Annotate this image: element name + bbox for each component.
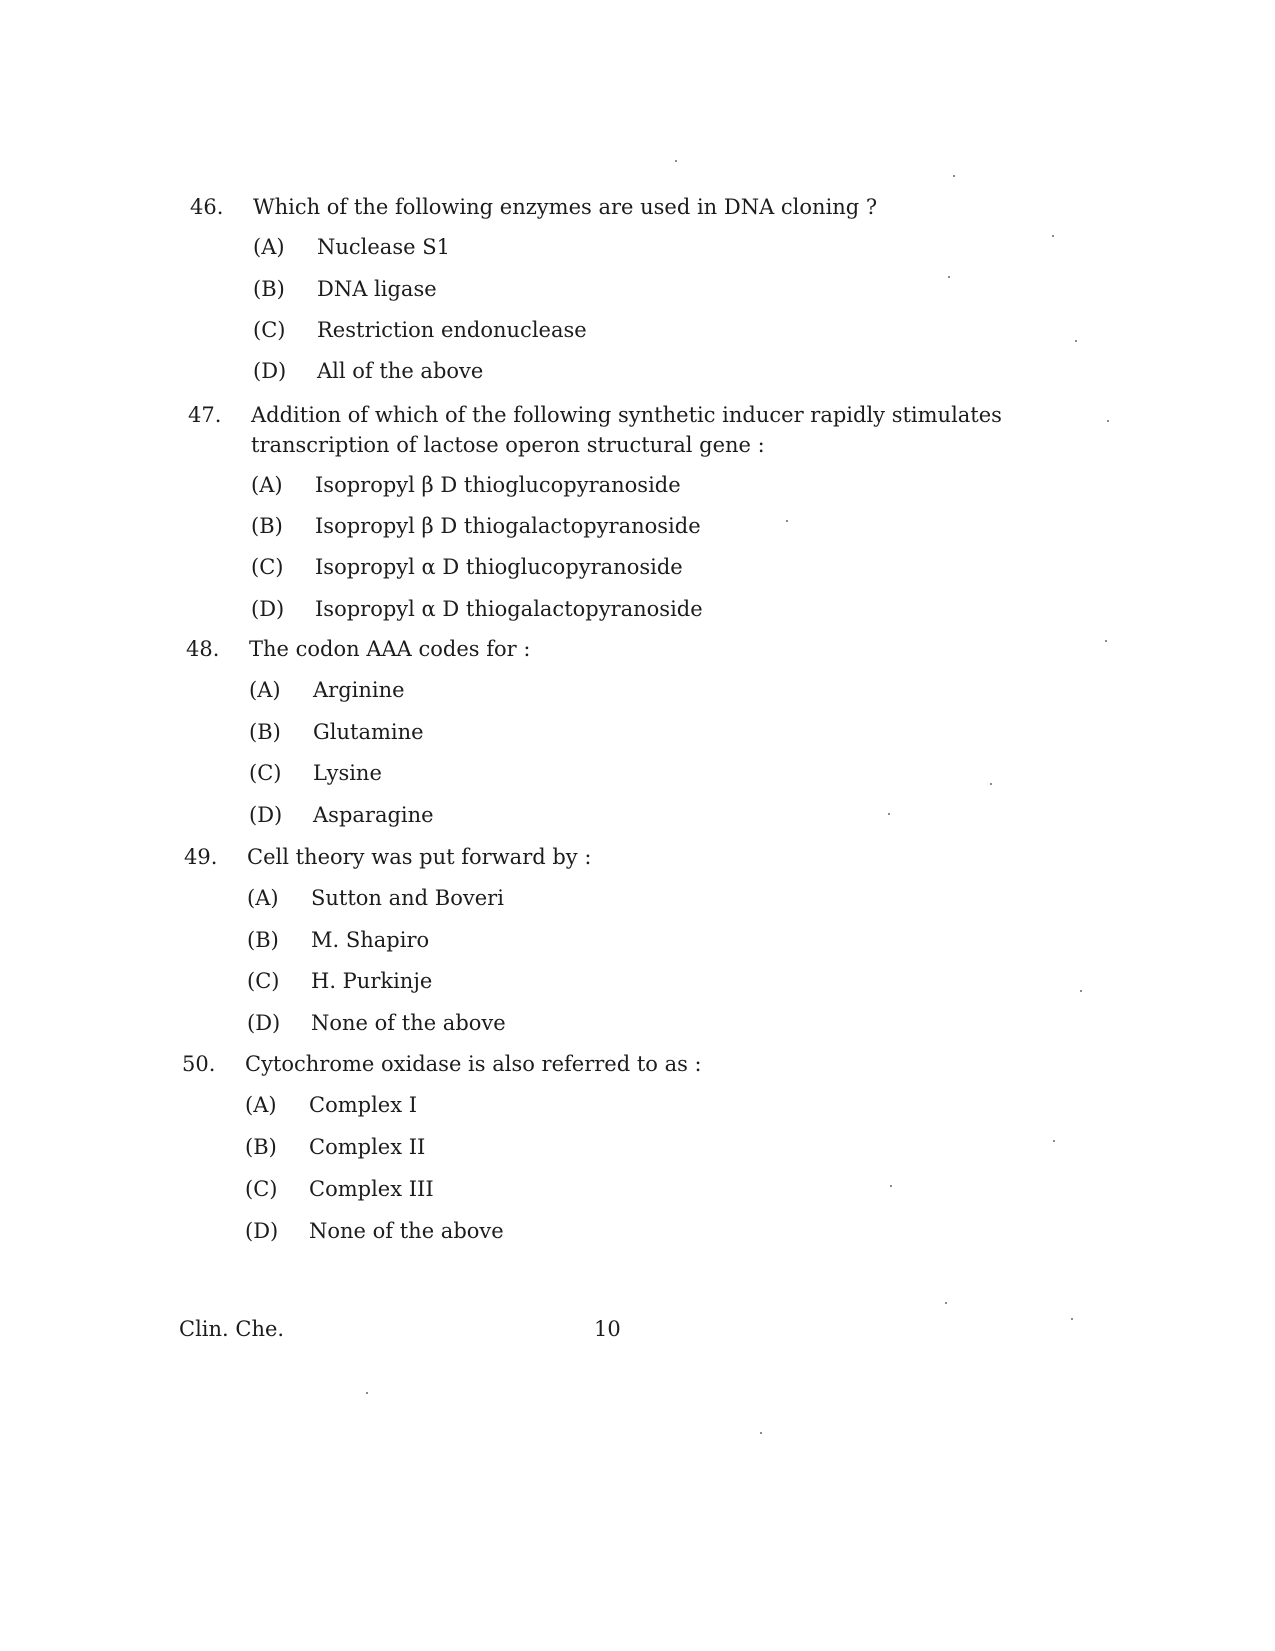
scan-speck — [786, 520, 788, 522]
scan-speck — [953, 175, 955, 177]
option-text: None of the above — [311, 1011, 506, 1035]
option-text: Isopropyl β D thioglucopyranoside — [315, 473, 681, 497]
option-b — [253, 274, 953, 304]
question-number: 49. — [184, 845, 218, 869]
option-label: (B) — [253, 277, 285, 301]
question-text: Addition of which of the following synthetic inducer rapidly stimulates transcription of lactose operon structural gene : — [251, 403, 1002, 457]
option-text: Nuclease S1 — [317, 235, 450, 259]
question-number: 50. — [182, 1052, 216, 1076]
scan-speck — [366, 1392, 368, 1394]
option-label: (A) — [247, 886, 279, 910]
option-text: H. Purkinje — [311, 969, 433, 993]
scan-speck — [945, 1302, 947, 1304]
option-text: Isopropyl α D thiogalactopyranoside — [315, 597, 703, 621]
option-text: All of the above — [317, 359, 484, 383]
option-label: (C) — [249, 761, 282, 785]
option-b — [245, 1132, 945, 1162]
option-label: (A) — [253, 235, 285, 259]
scan-speck — [760, 1432, 762, 1434]
question-text: Cytochrome oxidase is also referred to as : — [245, 1052, 702, 1076]
option-c — [253, 315, 953, 345]
option-text: Asparagine — [313, 803, 434, 827]
option-label: (D) — [251, 597, 285, 621]
question-text: The codon AAA codes for : — [249, 637, 531, 661]
option-text: M. Shapiro — [311, 928, 430, 952]
scan-speck — [1075, 340, 1077, 342]
option-d — [253, 356, 953, 386]
scan-speck — [1052, 235, 1054, 237]
option-text: Complex III — [309, 1177, 434, 1201]
option-d — [251, 594, 951, 624]
option-label: (D) — [247, 1011, 281, 1035]
option-label: (C) — [251, 555, 284, 579]
option-b — [249, 717, 949, 747]
option-label: (D) — [249, 803, 283, 827]
scan-speck — [1053, 1140, 1055, 1142]
option-label: (B) — [247, 928, 279, 952]
question-number: 48. — [186, 637, 220, 661]
option-label: (A) — [245, 1093, 277, 1117]
option-c — [251, 552, 951, 582]
option-label: (B) — [249, 720, 281, 744]
option-a — [247, 883, 947, 913]
option-text: Restriction endonuclease — [317, 318, 587, 342]
question-number: 46. — [190, 195, 224, 219]
question-text: Which of the following enzymes are used in DNA cloning ? — [253, 195, 878, 219]
option-text: Arginine — [313, 678, 405, 702]
option-a — [253, 232, 953, 262]
scan-speck — [948, 276, 950, 278]
option-label: (C) — [245, 1177, 278, 1201]
option-b — [251, 511, 951, 541]
option-d — [245, 1216, 945, 1246]
option-label: (D) — [253, 359, 287, 383]
option-text: None of the above — [309, 1219, 504, 1243]
option-text: Sutton and Boveri — [311, 886, 504, 910]
option-a — [249, 675, 949, 705]
option-label: (A) — [251, 473, 283, 497]
scan-speck — [990, 783, 992, 785]
scan-speck — [888, 813, 890, 815]
option-b — [247, 925, 947, 955]
option-label: (C) — [247, 969, 280, 993]
option-text: Complex I — [309, 1093, 418, 1117]
option-text: Glutamine — [313, 720, 424, 744]
option-label: (A) — [249, 678, 281, 702]
question-text: Cell theory was put forward by : — [247, 845, 592, 869]
option-d — [249, 800, 949, 830]
scan-speck — [1105, 640, 1107, 642]
option-c — [245, 1174, 945, 1204]
option-text: Lysine — [313, 761, 382, 785]
scan-speck — [890, 1185, 892, 1187]
option-c — [249, 758, 949, 788]
scan-speck — [675, 160, 677, 162]
option-label: (D) — [245, 1219, 279, 1243]
option-label: (B) — [245, 1135, 277, 1159]
option-label: (C) — [253, 318, 286, 342]
scan-speck — [1071, 1318, 1073, 1320]
option-d — [247, 1008, 947, 1038]
scan-speck — [1107, 420, 1109, 422]
option-c — [247, 966, 947, 996]
footer-subject: Clin. Che. — [179, 1317, 285, 1341]
option-text: Isopropyl α D thioglucopyranoside — [315, 555, 683, 579]
scan-speck — [1080, 990, 1082, 992]
option-text: Complex II — [309, 1135, 426, 1159]
option-text: DNA ligase — [317, 277, 437, 301]
option-label: (B) — [251, 514, 283, 538]
option-text: Isopropyl β D thiogalactopyranoside — [315, 514, 701, 538]
question-number: 47. — [188, 403, 222, 427]
option-a — [251, 470, 951, 500]
page-number: 10 — [594, 1317, 621, 1341]
option-a — [245, 1090, 945, 1120]
